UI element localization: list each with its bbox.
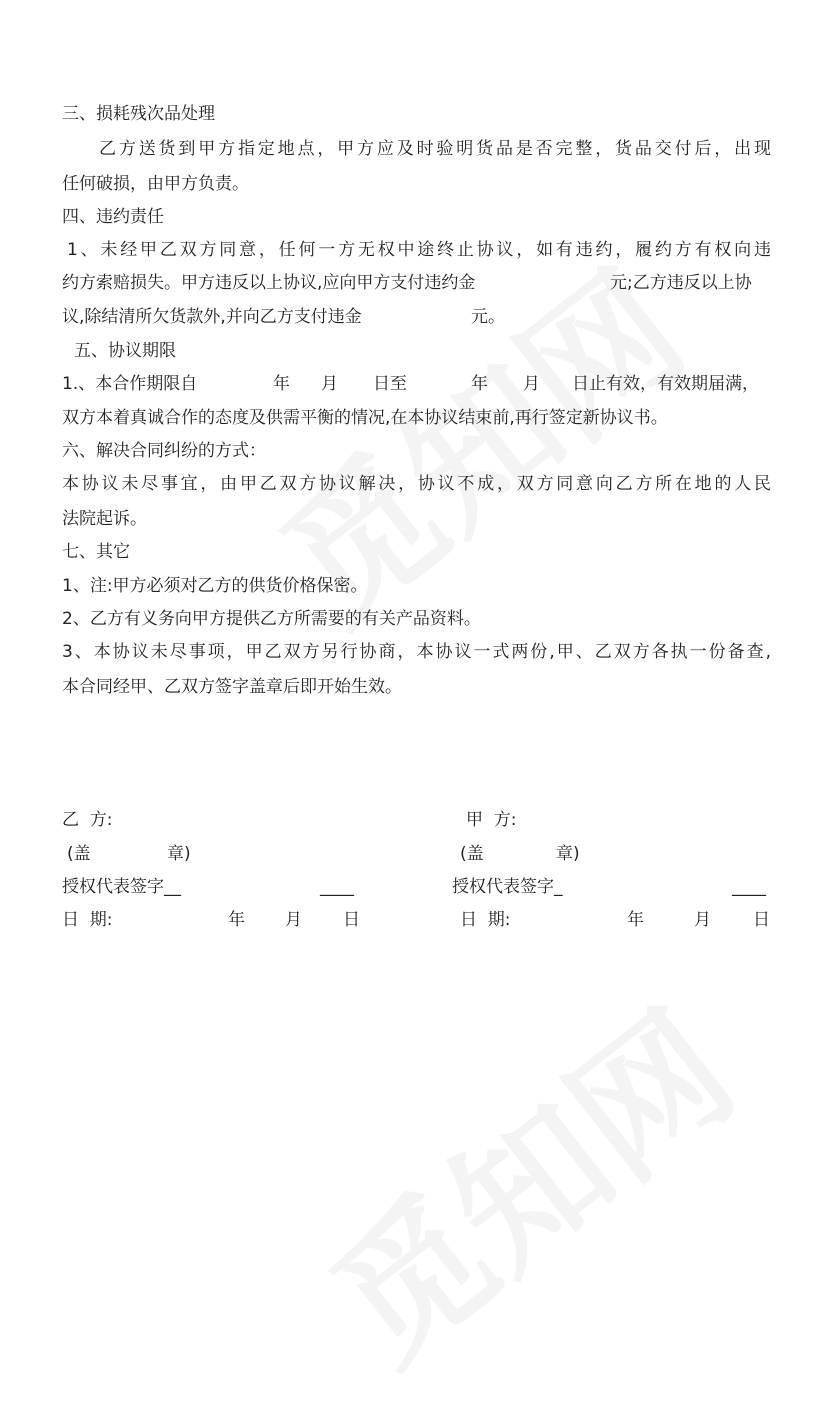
dispute-paragraph-line: 本协议未尽事宜，由甲乙双方协议解决，协议不成，双方同意向乙方所在地的人民 <box>62 474 771 494</box>
term-year-1: 年 <box>273 374 290 394</box>
term-line: 1.、本合作期限自 <box>62 374 198 394</box>
party-b-date-day: 日 <box>343 910 360 930</box>
other-item: 1、注:甲方必须对乙方的供货价格保密。 <box>62 576 368 596</box>
party-b-label: 乙 方: <box>62 810 113 830</box>
section-6-heading: 六、解决合同纠纷的方式： <box>62 441 266 461</box>
breach-clause-line: 1、未经甲乙双方同意，任何一方无权中途终止协议，如有违约，履约方有权向违 <box>67 240 771 260</box>
other-item: 2、乙方有义务向甲方提供乙方所需要的有关产品资料。 <box>62 609 481 629</box>
party-a-sign-label: 授权代表签字_ <box>452 877 563 897</box>
watermark <box>281 954 769 1401</box>
term-end: 日止有效，有效期届满， <box>572 374 759 394</box>
term-day-to: 日至 <box>373 374 407 394</box>
section-3-paragraph-line: 任何破损，由甲方负责。 <box>62 174 249 194</box>
party-a-seal-close: 章) <box>556 844 580 864</box>
party-b-sign-line: ____ <box>320 877 354 897</box>
party-a-seal-open: (盖 <box>460 844 484 864</box>
other-item: 本合同经甲、乙双方签字盖章后即开始生效。 <box>62 677 402 697</box>
section-3-paragraph-line: 乙方送货到甲方指定地点，甲方应及时验明货品是否完整，货品交付后，出现 <box>99 139 771 159</box>
term-line: 双方本着真诚合作的态度及供需平衡的情况,在本协议结束前,再行签定新协议书。 <box>62 408 668 428</box>
party-a-date-day: 日 <box>753 910 770 930</box>
party-b-sign-label: 授权代表签字__ <box>62 877 181 897</box>
party-a-date-month: 月 <box>694 910 711 930</box>
section-7-heading: 七、其它 <box>62 542 130 562</box>
section-5-heading: 五、协议期限 <box>74 341 176 361</box>
party-b-date-year: 年 <box>228 910 245 930</box>
party-b-date-month: 月 <box>285 910 302 930</box>
party-b-seal-open: (盖 <box>67 844 91 864</box>
term-year-2: 年 <box>471 374 488 394</box>
party-a-sign-line: ____ <box>732 877 766 897</box>
party-b-seal-close: 章) <box>167 844 191 864</box>
party-a-date-year: 年 <box>627 910 644 930</box>
other-item: 3、本协议未尽事项，甲乙双方另行协商，本协议一式两份,甲、乙双方各执一份备查, <box>62 642 771 662</box>
breach-clause-line: 约方索赔损失。甲方违反以上协议,应向甲方支付违约金 <box>62 273 476 293</box>
term-month-1: 月 <box>321 374 338 394</box>
section-3-heading: 三、损耗残次品处理 <box>62 104 215 124</box>
section-4-heading: 四、违约责任 <box>62 207 164 227</box>
party-b-date-label: 日 期: <box>62 910 113 930</box>
term-month-2: 月 <box>523 374 540 394</box>
party-a-date-label: 日 期: <box>460 910 511 930</box>
party-a-label: 甲 方: <box>466 810 517 830</box>
dispute-paragraph-line: 法院起诉。 <box>62 509 147 529</box>
breach-clause-line: 议,除结清所欠货款外,并向乙方支付违金 <box>62 307 362 327</box>
breach-clause-line: 元;乙方违反以上协 <box>610 273 752 293</box>
breach-clause-line: 元。 <box>471 307 505 327</box>
